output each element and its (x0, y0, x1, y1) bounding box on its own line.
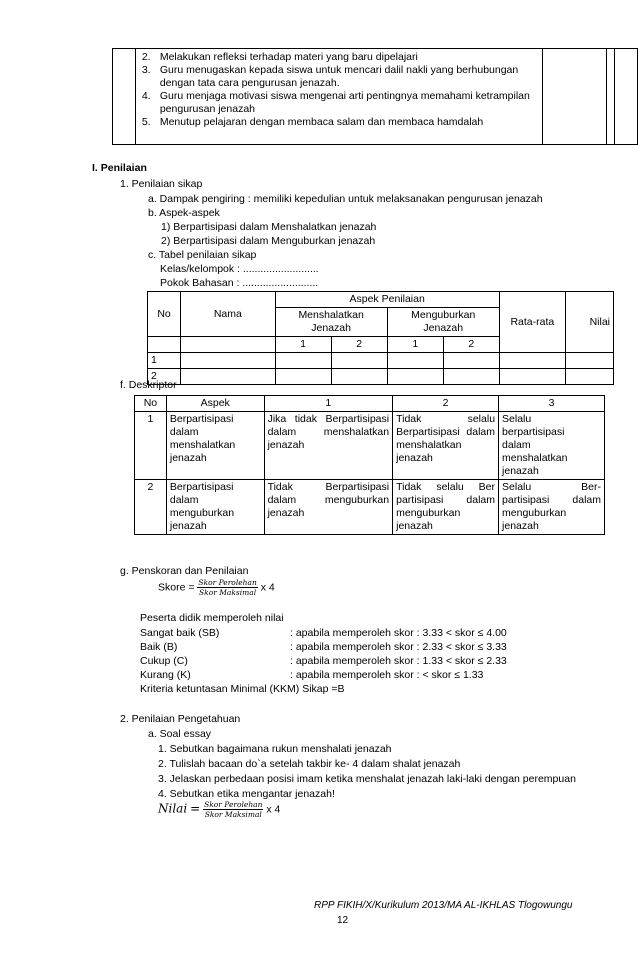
footer-text: RPP FIKIH/X/Kurikulum 2013/MA AL-IKHLAS Tlogowungu (314, 900, 573, 911)
desk-header: 1 (264, 396, 393, 412)
col-no: No (148, 292, 181, 337)
kegiatan-blank-cell (113, 49, 136, 145)
kelas-line: Kelas/kelompok : .......................... (160, 263, 319, 275)
page-number: 12 (337, 915, 349, 926)
deskriptor-table (134, 395, 605, 535)
step-text: Guru menugaskan kepada siswa untuk mencari dalil nakli yang berhubungan (159, 64, 519, 76)
grade-label: Baik (B) (140, 641, 178, 653)
desk-header: 3 (499, 396, 605, 412)
desk-header: 2 (393, 396, 499, 412)
col-aspek: Aspek Penilaian (275, 292, 499, 308)
kegiatan-steps-cell (135, 49, 542, 145)
tabel-title: c. Tabel penilaian sikap (148, 249, 257, 261)
step-num: 4. (141, 90, 151, 102)
sub-col: 1 (387, 337, 443, 353)
step-text: Menutup pelajaran dengan membaca salam dan membaca hamdalah (159, 116, 484, 128)
desk-c1: Jika tidak Berpartisipasi dalam menshalatkan jenazah (264, 412, 393, 480)
nilai-formula (158, 800, 280, 819)
deskriptor-title: f. Deskriptor (120, 379, 177, 391)
col-nama: Nama (181, 292, 275, 337)
kkm-line: Kriteria ketuntasan Minimal (KKM) Sikap =B (140, 683, 345, 695)
skore-label: Skore = (158, 581, 195, 594)
desk-c2: Tidak selalu Berpartisipasi dalam menshalatkan jenazah (393, 412, 499, 480)
col-menguburkan: Menguburkan Jenazah (387, 308, 499, 337)
step-item (142, 90, 538, 116)
frac-denominator: Skor Maksimal (199, 588, 257, 597)
step-text: Guru menjaga motivasi siswa mengenai arti pentingnya memahami ketrampilan (159, 90, 530, 102)
nilai-fraction (203, 800, 263, 819)
pokok-line: Pokok Bahasan : .......................... (160, 277, 319, 289)
times-four: x 4 (266, 803, 281, 816)
sub-col: 2 (443, 337, 499, 353)
pengetahuan-title: 2. Penilaian Pengetahuan (120, 713, 241, 725)
step-num: 3. (141, 64, 151, 76)
peserta-line: Peserta didik memperoleh nilai (140, 612, 284, 624)
grade-rule: : apabila memperoleh skor : 2.33 < skor ≤ 3.33 (290, 641, 507, 653)
times-four: x 4 (260, 581, 275, 594)
frac-numerator: Skor Perolehan (204, 800, 263, 809)
col-nilai: Nilai (565, 292, 613, 353)
step-item (142, 51, 538, 64)
desk-header: No (135, 396, 167, 412)
grade-rule: : apabila memperoleh skor : < skor ≤ 1.33 (290, 669, 484, 681)
desk-no: 2 (135, 480, 167, 535)
question-item: 2. Tulislah bacaan do`a setelah takbir ke- 4 dalam shalat jenazah (158, 758, 461, 770)
desk-aspek: Berpartisipasi dalam menguburkan jenazah (166, 480, 264, 535)
grade-rule: : apabila memperoleh skor : 1.33 < skor ≤ 2.33 (290, 655, 507, 667)
desk-c1: Tidak Berpartisipasi dalam menguburkan jenazah (264, 480, 393, 535)
row-no: 1 (148, 353, 181, 369)
grade-rule: : apabila memperoleh skor : 3.33 < skor ≤ 4.00 (290, 627, 507, 639)
step-text-cont: pengurusan jenazah (159, 103, 256, 115)
sub-col: 2 (331, 337, 387, 353)
grade-label: Sangat baik (SB) (140, 627, 220, 639)
desk-c3: Selalu Ber-partisipasi dalam menguburkan jenazah (499, 480, 605, 535)
sikap-title: 1. Penilaian sikap (120, 178, 203, 190)
blank-cell (181, 337, 275, 353)
desk-c3: Selalu berpartisipasi dalam menshalatkan jenazah (499, 412, 605, 480)
step-item (142, 64, 538, 90)
row-no: 2 (148, 369, 181, 385)
grade-label: Kurang (K) (140, 669, 191, 681)
frac-denominator: Skor Maksimal (204, 810, 262, 819)
equals-sign: = (190, 801, 201, 816)
kegiatan-time-cell (542, 49, 607, 145)
question-item: 4. Sebutkan etika mengantar jenazah! (158, 788, 335, 800)
step-num: 2. (141, 51, 151, 63)
skore-formula (158, 578, 275, 597)
aspek-title: b. Aspek-aspek (148, 207, 220, 219)
dampak-text: a. Dampak pengiring : memiliki kepedulian untuk melaksanakan pengurusan jenazah (148, 193, 543, 205)
skore-fraction (197, 578, 257, 597)
step-text-cont: dengan tata cara pengurusan jenazah. (159, 77, 340, 89)
question-item: 1. Sebutkan bagaimana rukun menshalati jenazah (158, 743, 392, 755)
penskoran-title: g. Penskoran dan Penilaian (120, 565, 249, 577)
aspek-item: 2) Berpartisipasi dalam Menguburkan jenazah (161, 235, 376, 247)
grade-label: Cukup (C) (140, 655, 188, 667)
essay-title: a. Soal essay (148, 728, 212, 740)
kegiatan-table (112, 48, 638, 145)
aspek-item: 1) Berpartisipasi dalam Menshalatkan jenazah (161, 221, 377, 233)
frac-numerator: Skor Perolehan (198, 578, 257, 587)
desk-header: Aspek (166, 396, 264, 412)
kegiatan-blank-cell-2 (607, 49, 615, 145)
blank-cell (148, 337, 181, 353)
desk-c2: Tidak selalu Ber partisipasi dalam menguburkan jenazah (393, 480, 499, 535)
nilai-label: Nilai (158, 801, 188, 816)
col-rata: Rata-rata (499, 292, 565, 353)
desk-aspek: Berpartisipasi dalam menshalatkan jenazah (166, 412, 264, 480)
col-menshalatkan: Menshalatkan Jenazah (275, 308, 387, 337)
step-text: Melakukan refleksi terhadap materi yang baru dipelajari (159, 51, 418, 63)
sikap-table (147, 291, 614, 385)
desk-no: 1 (135, 412, 167, 480)
sub-col: 1 (275, 337, 331, 353)
step-num: 5. (141, 116, 151, 128)
step-item (142, 116, 538, 129)
section-heading: I. Penilaian (92, 162, 147, 174)
kegiatan-note-cell (615, 49, 638, 145)
question-item: 3. Jelaskan perbedaan posisi imam ketika menshalat jenazah laki-laki dengan perempuan (158, 773, 576, 785)
